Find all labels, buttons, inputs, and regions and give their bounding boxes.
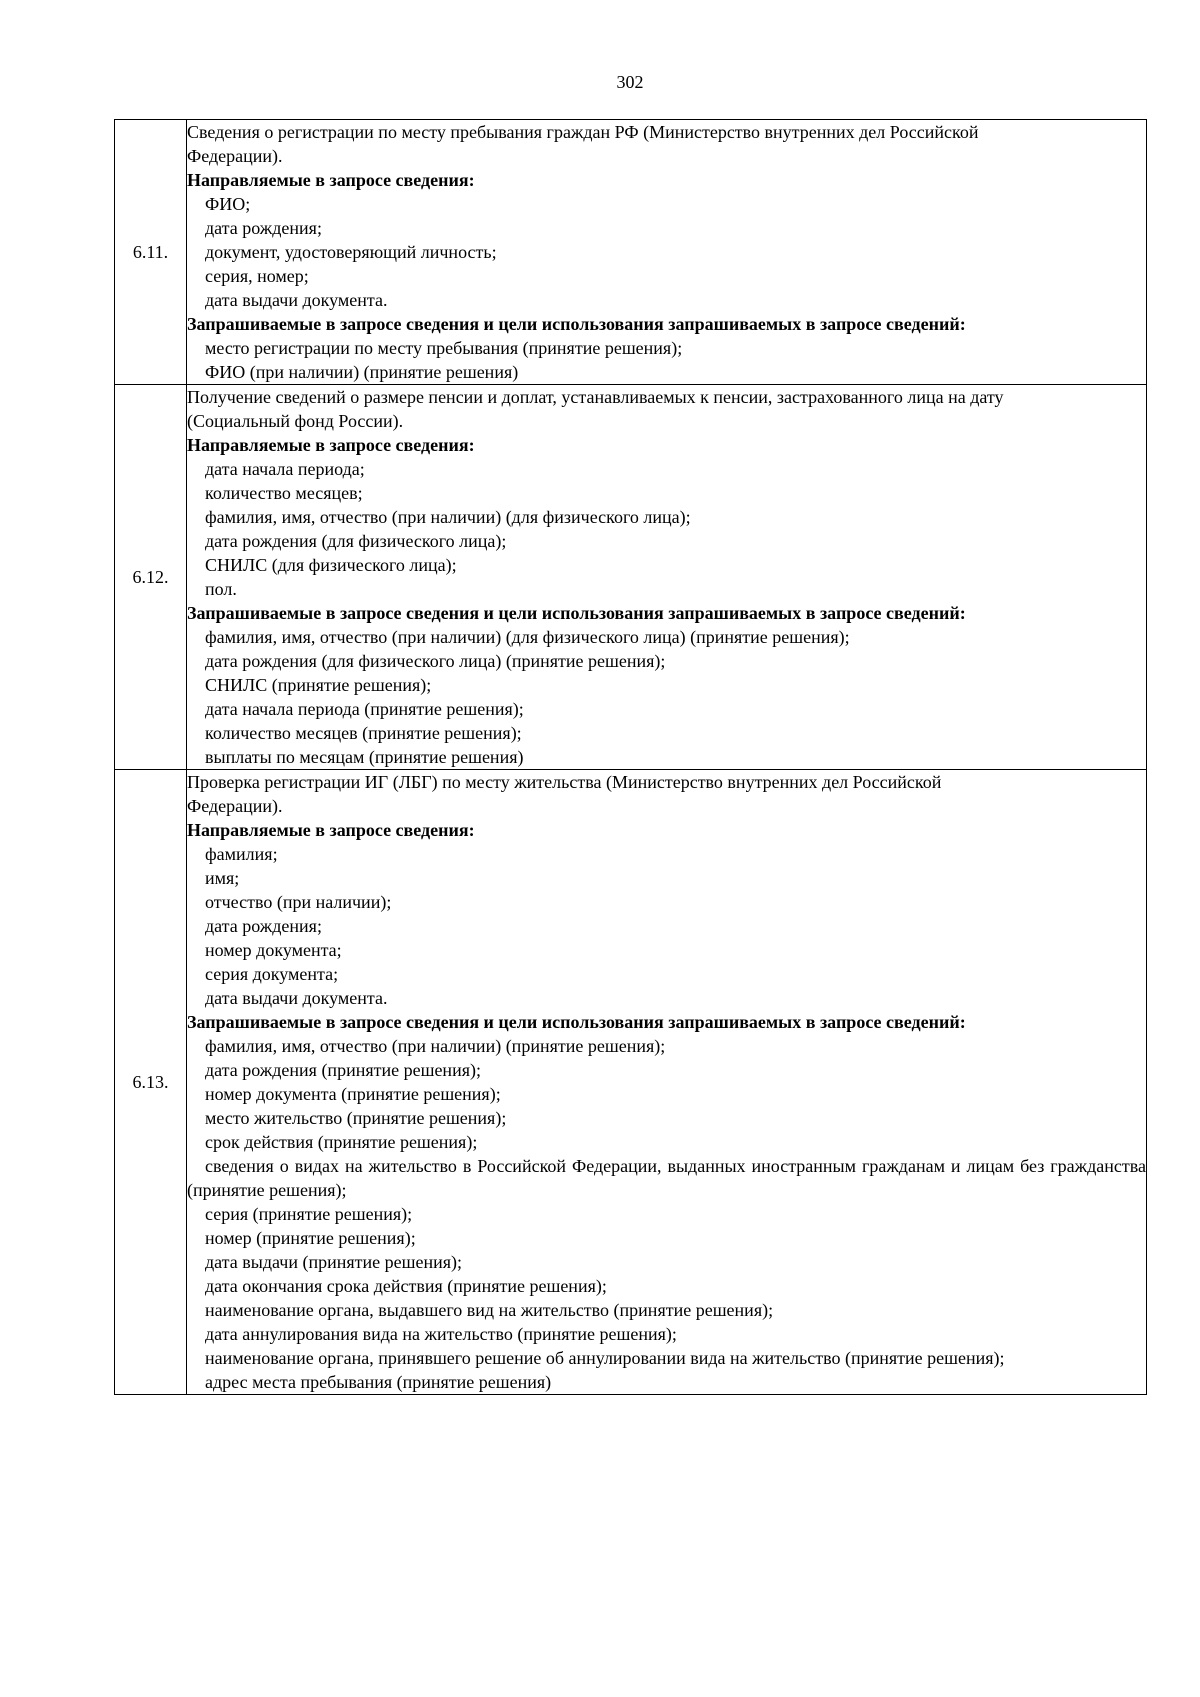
list-item: номер документа (принятие решения); (205, 1084, 501, 1104)
list-item: дата рождения; (205, 218, 322, 238)
row-title: Сведения о регистрации по месту пребывания граждан РФ (Министерство внутренних дел Российской (187, 122, 979, 142)
sent-heading: Направляемые в запросе сведения: (187, 170, 475, 190)
requested-heading: Запрашиваемые в запросе сведения и цели использования запрашиваемых в запросе сведений: (187, 314, 966, 334)
table-row (115, 120, 1147, 385)
row-title: (Социальный фонд России). (187, 411, 404, 431)
list-item: дата начала периода (принятие решения); (205, 699, 524, 719)
list-item: дата выдачи (принятие решения); (205, 1252, 463, 1272)
list-item: номер (принятие решения); (205, 1228, 416, 1248)
row-content (187, 770, 1147, 1395)
list-item: фамилия, имя, отчество (при наличии) (для физического лица); (205, 507, 691, 527)
list-item: серия, номер; (205, 266, 309, 286)
list-item: количество месяцев (принятие решения); (205, 723, 522, 743)
row-number: 6.11. (115, 120, 187, 385)
list-item: дата выдачи документа. (205, 290, 388, 310)
data-sources-table (114, 119, 1147, 1395)
sent-heading: Направляемые в запросе сведения: (187, 435, 475, 455)
list-item: дата выдачи документа. (205, 988, 388, 1008)
list-item: место регистрации по месту пребывания (принятие решения); (205, 338, 683, 358)
page-number: 302 (616, 72, 644, 92)
list-item: отчество (при наличии); (205, 892, 392, 912)
row-title: Федерации). (187, 146, 283, 166)
row-title: Получение сведений о размере пенсии и доплат, устанавливаемых к пенсии, застрахованного лица на дату (187, 387, 1004, 407)
list-item: ФИО (при наличии) (принятие решения) (205, 362, 519, 382)
list-item: СНИЛС (принятие решения); (205, 675, 432, 695)
row-title: Федерации). (187, 796, 283, 816)
row-content (187, 120, 1147, 385)
requested-heading: Запрашиваемые в запросе сведения и цели использования запрашиваемых в запросе сведений: (187, 1012, 966, 1032)
row-title: Проверка регистрации ИГ (ЛБГ) по месту жительства (Министерство внутренних дел Российской (187, 772, 942, 792)
list-item: адрес места пребывания (принятие решения) (205, 1372, 552, 1392)
list-item: дата рождения (для физического лица) (принятие решения); (205, 651, 666, 671)
list-item: пол. (205, 579, 237, 599)
list-item: серия документа; (205, 964, 339, 984)
list-item: дата начала периода; (205, 459, 365, 479)
list-item: наименование органа, принявшего решение об аннулировании вида на жительство (принятие решения); (205, 1348, 1005, 1368)
list-item: дата рождения (принятие решения); (205, 1060, 481, 1080)
list-item: СНИЛС (для физического лица); (205, 555, 457, 575)
list-item: дата аннулирования вида на жительство (принятие решения); (205, 1324, 677, 1344)
list-item: фамилия; (205, 844, 278, 864)
list-item: количество месяцев; (205, 483, 363, 503)
list-item: ФИО; (205, 194, 251, 214)
row-number: 6.13. (115, 770, 187, 1395)
table-row (115, 385, 1147, 770)
list-item: наименование органа, выдавшего вид на жительство (принятие решения); (205, 1300, 774, 1320)
list-item: фамилия, имя, отчество (при наличии) (для физического лица) (принятие решения); (205, 627, 850, 647)
row-content (187, 385, 1147, 770)
requested-heading: Запрашиваемые в запросе сведения и цели использования запрашиваемых в запросе сведений: (187, 603, 966, 623)
list-item: дата рождения (для физического лица); (205, 531, 507, 551)
row-number: 6.12. (115, 385, 187, 770)
list-item: фамилия, имя, отчество (при наличии) (принятие решения); (205, 1036, 666, 1056)
sent-heading: Направляемые в запросе сведения: (187, 820, 475, 840)
list-item: срок действия (принятие решения); (205, 1132, 478, 1152)
list-item: документ, удостоверяющий личность; (205, 242, 497, 262)
list-item: серия (принятие решения); (205, 1204, 413, 1224)
list-item: номер документа; (205, 940, 342, 960)
residence-permit-paragraph: сведения о видах на жительство в Российской Федерации, выданных иностранным гражданам и лицам без гражданства (принятие решения); (187, 1156, 1146, 1200)
list-item: место жительство (принятие решения); (205, 1108, 507, 1128)
table-row (115, 770, 1147, 1395)
list-item: дата рождения; (205, 916, 322, 936)
list-item: выплаты по месяцам (принятие решения) (205, 747, 524, 767)
list-item: имя; (205, 868, 240, 888)
list-item: дата окончания срока действия (принятие решения); (205, 1276, 607, 1296)
